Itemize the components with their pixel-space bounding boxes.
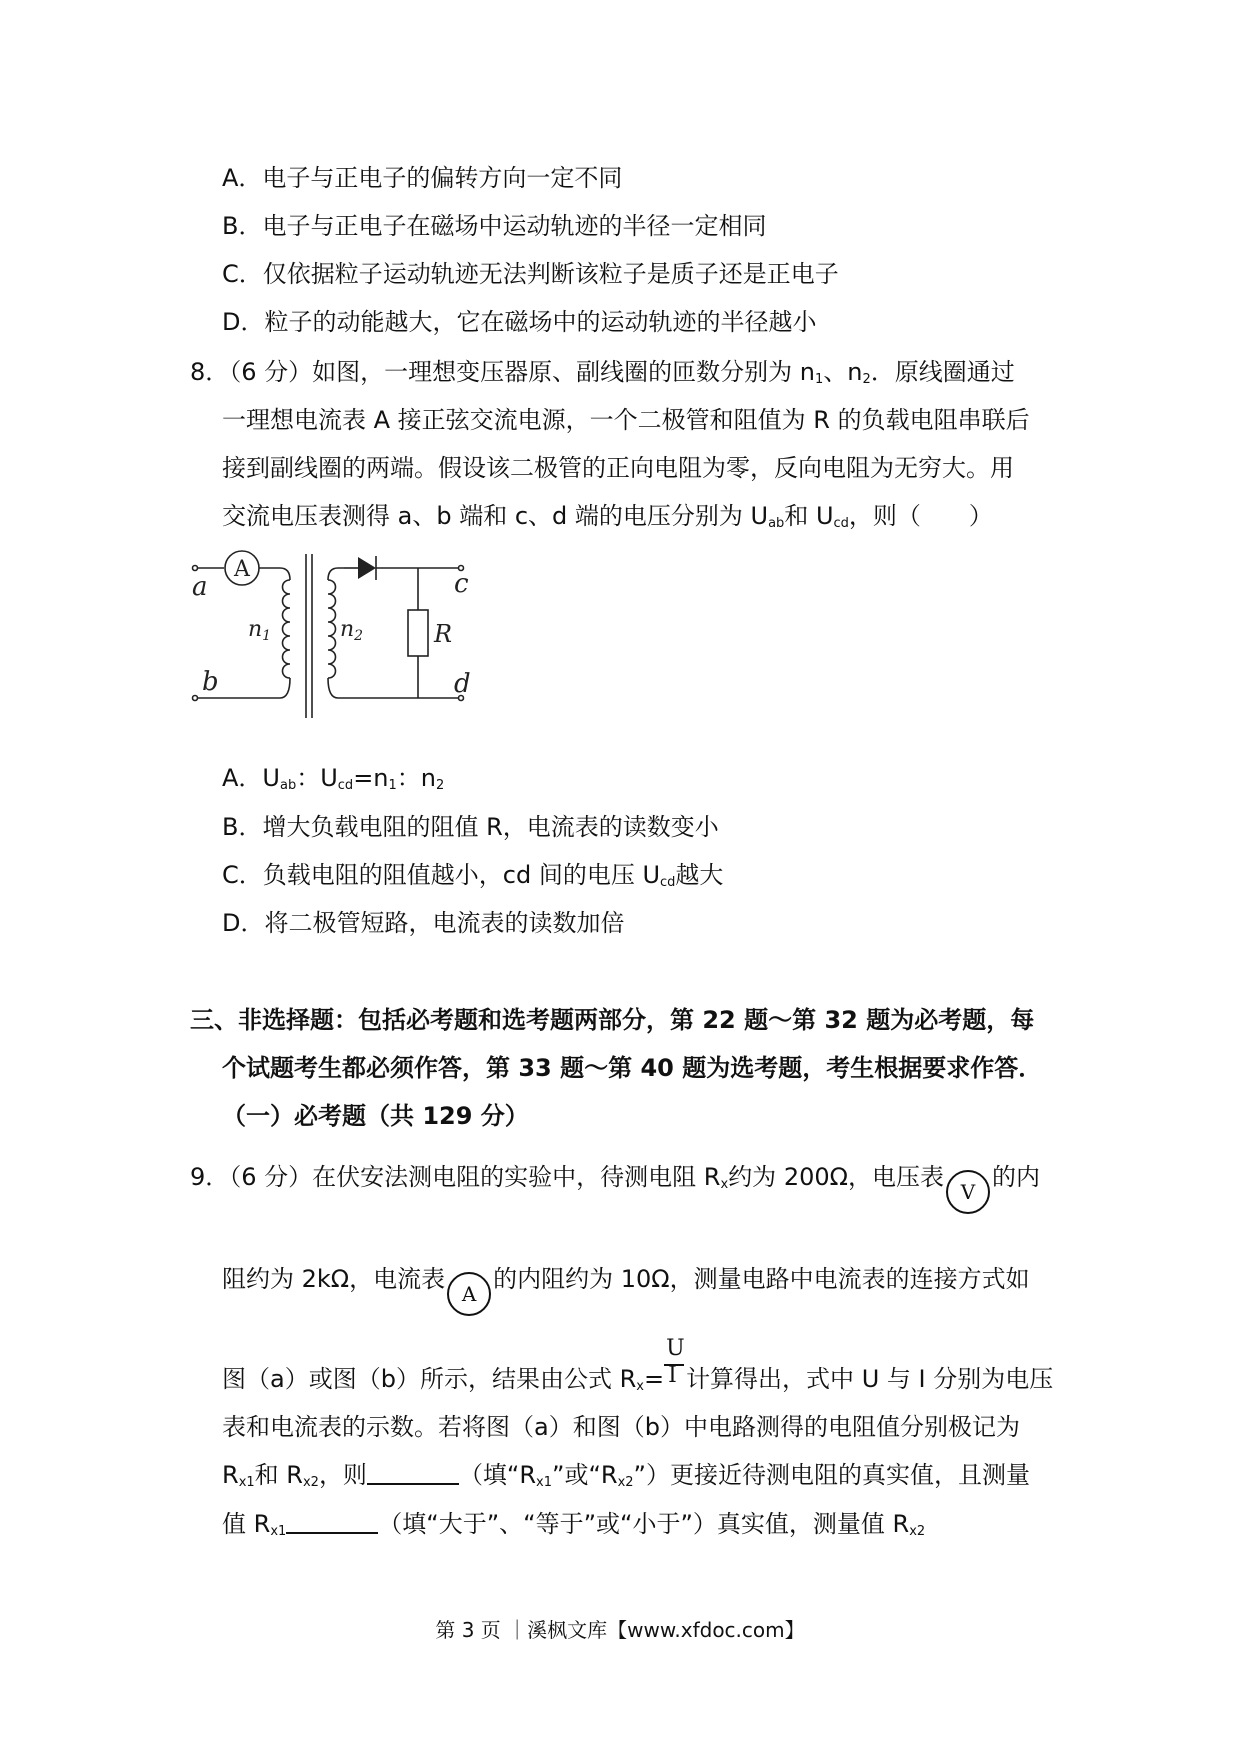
q7-option-c: C．仅依据粒子运动轨迹无法判断该粒子是质子还是正电子 [222, 260, 839, 288]
q8-stem-line2: 一理想电流表 A 接正弦交流电源，一个二极管和阻值为 R 的负载电阻串联后 [222, 406, 1030, 434]
ammeter-icon: A [447, 1272, 491, 1316]
section3-heading-line1: 三、非选择题：包括必考题和选考题两部分，第 22 题～第 32 题为必考题，每 [190, 1006, 1035, 1034]
section3-subheading: （一）必考题（共 129 分） [222, 1102, 529, 1130]
label-d: d [454, 669, 471, 699]
page-footer: 第 3 页 ｜溪枫文库【www.xfdoc.com】 [435, 1618, 805, 1642]
answer-blank-2[interactable] [286, 1510, 378, 1534]
q9-line4: 表和电流表的示数。若将图（a）和图（b）中电路测得的电阻值分别极记为 [222, 1413, 1020, 1441]
diode-triangle [358, 557, 376, 579]
q8-stem-line4: 交流电压表测得 a、b 端和 c、d 端的电压分别为 $U_{ab}$和 $U_{cd}$，则（ ） [222, 502, 993, 531]
formula-fraction: $\frac{U}{I}$ [666, 1336, 685, 1388]
terminal-a [193, 566, 198, 571]
q9-number: 9． [190, 1163, 230, 1191]
resistor-symbol [408, 610, 428, 656]
q9-line1: 9．（6 分）在伏安法测电阻的实验中，待测电阻 $R_x$约为 200Ω，电压表V的内 [190, 1160, 1040, 1214]
q9-line2: 阻约为 2kΩ，电流表A的内阻约为 10Ω，测量电路中电流表的连接方式如 [222, 1262, 1030, 1316]
label-c: c [454, 569, 469, 599]
secondary-coil [328, 580, 336, 678]
q7-option-b: B．电子与正电子在磁场中运动轨迹的半径一定相同 [222, 212, 767, 240]
label-n1: n1 [248, 617, 272, 644]
q8-stem-line3: 接到副线圈的两端。假设该二极管的正向电阻为零，反向电阻为无穷大。用 [222, 454, 1014, 482]
voltmeter-icon: V [946, 1170, 990, 1214]
label-n2: n2 [340, 617, 364, 644]
primary-coil [283, 580, 291, 678]
q9-line3: 图（a）或图（b）所示，结果由公式 $R_x=$ $\frac{U}{I}$ 计算得出，式中 U 与 I 分别为电压 [222, 1336, 1054, 1394]
terminal-b [193, 696, 198, 701]
transformer-circuit-diagram [190, 540, 490, 730]
q8-number: 8． [190, 358, 230, 386]
q8-option-b: B．增大负载电阻的阻值 R，电流表的读数变小 [222, 813, 719, 841]
answer-blank-1[interactable] [367, 1461, 459, 1485]
q8-option-c: C．负载电阻的阻值越小，cd 间的电压 $U_{cd}$越大 [222, 861, 724, 890]
q7-option-d: D．粒子的动能越大，它在磁场中的运动轨迹的半径越小 [222, 308, 817, 336]
q9-line6: 值 $R_{x1}$ （填“大于”、“等于”或“小于”）真实值，测量值 $R_{x2}$ [222, 1510, 926, 1539]
label-b: b [202, 667, 219, 697]
q7-option-a: A．电子与正电子的偏转方向一定不同 [222, 164, 623, 192]
q8-option-a: A．$U_{ab}$：$U_{cd}=n_1$：$n_2$ [222, 764, 445, 793]
label-r: R [434, 620, 453, 648]
section3-heading-line2: 个试题考生都必须作答，第 33 题～第 40 题为选考题，考生根据要求作答． [222, 1054, 1043, 1082]
q8-option-d: D．将二极管短路，电流表的读数加倍 [222, 909, 625, 937]
q8-stem-line1: 8．（6 分）如图，一理想变压器原、副线圈的匝数分别为 $n_1$、$n_2$．原线圈通过 [190, 358, 1015, 387]
ammeter-letter: A [234, 557, 250, 582]
label-a: a [192, 572, 208, 602]
q9-line5: $R_{x1}$和 $R_{x2}$，则 （填“$R_{x1}$”或“$R_{x2}$”）更接近待测电阻的真实值，且测量 [222, 1461, 1030, 1490]
